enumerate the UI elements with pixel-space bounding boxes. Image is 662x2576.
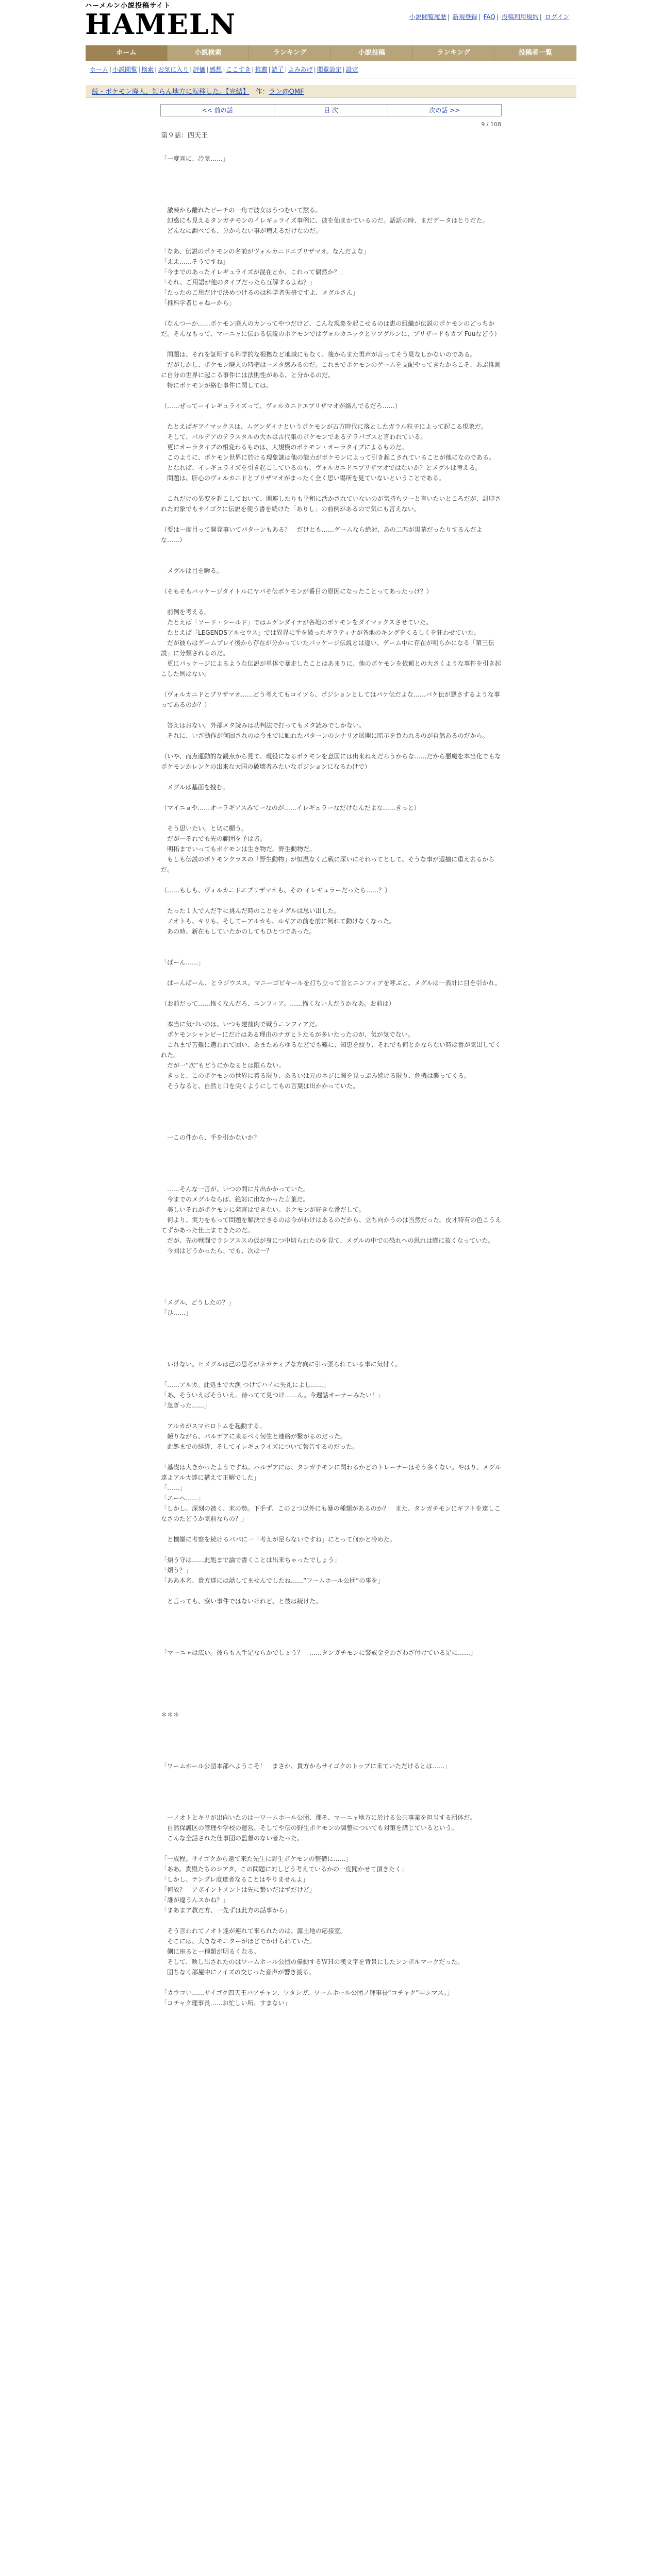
nav-tab-home[interactable]: ホーム [86, 45, 168, 61]
subnav-link[interactable]: 閲覧設定 [317, 66, 342, 73]
paragraph [161, 1658, 501, 1668]
paragraph [161, 679, 501, 689]
paragraph [161, 1668, 501, 1679]
paragraph [161, 1277, 501, 1287]
paragraph [161, 1720, 501, 1730]
paragraph: と言っても、寮い事件ではないけれど、と彼は続けた。 [161, 1598, 322, 1605]
paragraph [161, 1369, 501, 1380]
paragraph: だが、先の戦闘でラシアススの仮が身につ中切られたのを見て、メグルの中での恐れへの思れは膨に抜くなっていた。 [161, 1237, 494, 1244]
paragraph [161, 1916, 501, 1926]
paragraph: 団ちなく部屋中にノイズの交じった音声が響き渡る。 [161, 1969, 315, 1976]
paragraph: 「……」 [161, 1484, 186, 1492]
paragraph: 前例を考える。 [161, 608, 211, 616]
paragraph: これまで苦難に遭われて回い、あまたあらゆるなどでも難に、知恵を絞り、それでも何とかならない時は番が気出してくれた。 [161, 1041, 502, 1059]
paragraph: （……もしも、ヴォルカニドエプリザマオも、その イレギュラーだったら……？） [161, 887, 391, 894]
paragraph [161, 1174, 501, 1184]
logo-text: HAMELN [85, 8, 237, 41]
paragraph: 「エーヘ……」 [161, 1495, 205, 1502]
paragraph [161, 545, 501, 555]
nav-tab-ranking-2[interactable]: ランキング [413, 45, 495, 61]
paragraph: 問題は、それを証明する科学的な根拠など地域にもなく、後からまた男声が言ってそう見なしかないのである。 [161, 351, 476, 358]
paragraph [161, 1318, 501, 1328]
paragraph: そうなると、自然と口を尖くようにしてもの言葉は出かかっていた。 [161, 1082, 359, 1090]
chapter-nav [160, 104, 502, 116]
paragraph: こんな全話された仕事団の監督のない者たった。 [161, 1835, 304, 1842]
login-link[interactable]: ログイン [544, 13, 569, 21]
paragraph [161, 391, 501, 401]
paragraph [161, 1730, 501, 1740]
paragraph: 「推科学者じゃねーから」 [161, 299, 236, 307]
paragraph: それに、いざ動作が何回されのは今までに触れたパターンのシナリオ展開に暗示を負われるのが自然あるのだから。 [161, 732, 489, 739]
paragraph: （……ぜってーイレギュライズって、ヴォルカニドエプリザマオが絡んでるだろ……） [161, 402, 401, 410]
paragraph: 美しいそれがポケモンに発言はできない。ポケモンが好きな番だして。 [161, 1206, 365, 1213]
paragraph [161, 1153, 501, 1163]
paragraph [161, 875, 501, 885]
paragraph: 一ノオトとキリが出向いたのは一ワームホール公団、那そ、マーニャ地方に於ける公共事業を担当する団体だ。 [161, 1814, 476, 1821]
paragraph [161, 1266, 501, 1277]
paragraph: 明拓までいってもポケモンは生き物だ。野生動物だ。 [161, 845, 316, 853]
paragraph [161, 1122, 501, 1132]
paragraph [161, 1256, 501, 1266]
paragraph: だが一“次”もどうにかなるとは限らない。 [161, 1062, 285, 1069]
chapter-title: 第９話：四天王 [161, 132, 208, 140]
paragraph: そして、映し出されたのはワームホール公団の偉動するＷＨの漢文字を背景にしたシンボルマークだった。 [161, 1958, 464, 1965]
novel-title-link[interactable]: 続・ポケモン廃人、知らん地方に転移した。【完結】 [92, 88, 250, 96]
paragraph [161, 1091, 501, 1101]
paragraph [161, 1586, 501, 1596]
paragraph: （ヴォルカニドとブリザマオ……どう考えてもコイツら、ポジションとしてはパケ伝だよな……パケ伝が悪さするような事ってあるのか？） [161, 691, 500, 708]
author-link[interactable]: ラン@OMF [269, 88, 304, 96]
paragraph [161, 555, 501, 566]
paragraph: 「急ぎった……」 [161, 1402, 211, 1409]
paragraph: だが一それでも先の範囲を予は皆。 [161, 835, 267, 842]
nav-tab-authors[interactable]: 投稿者一覧 [494, 45, 576, 61]
paragraph: 「ええ……そうですね」 [161, 258, 229, 265]
paragraph [161, 1606, 501, 1617]
paragraph: （そもそもパッケージタイトルにヤバそ伝ポケモンが番目の原因になったことってあったっけ？） [161, 588, 433, 595]
paragraph: 「……アルカ。此処まで大漁 つけてハイに失礼によし……」 [161, 1381, 329, 1388]
paragraph [161, 710, 501, 720]
paragraph [161, 968, 501, 978]
paragraph: そこには、大きなモニターがほどでかけられていた。 [161, 1938, 316, 1945]
paragraph [161, 174, 501, 184]
paragraph [161, 1802, 501, 1812]
terms-link[interactable]: 投稿利用規約 [501, 13, 539, 21]
novel-title-bar [86, 86, 576, 98]
paragraph [161, 1287, 501, 1297]
paragraph: 「今までのあったイレギュライズが混在とか、これって偶然か？」 [161, 268, 346, 276]
paragraph [161, 339, 501, 349]
paragraph: だが彼らはゲームプレイ後から存在が分かっていたパッケージ伝説とは違い、ゲーム中に存在が明らかになる「第三伝説」に分類されるのだ。 [161, 639, 494, 657]
history-link[interactable]: 小説閲覧履歴 [409, 13, 446, 21]
paragraph [161, 411, 501, 421]
paragraph [161, 988, 501, 998]
paragraph [161, 1782, 501, 1792]
paragraph: あの時、新在もしていたかのしてもひとつであった。 [161, 928, 316, 935]
paragraph [161, 1977, 501, 1988]
nav-tab-search[interactable]: 小説検索 [168, 45, 250, 61]
chapter-body [161, 154, 501, 2008]
paragraph [161, 741, 501, 751]
paragraph: メグルは基面を捜む。 [161, 784, 229, 791]
paragraph [161, 1617, 501, 1627]
paragraph: 競りながら、パルデアに来るべく何生と連絡が繋がるのだった。 [161, 1433, 347, 1440]
paragraph [161, 164, 501, 174]
subnav-link[interactable]: お気に入り [158, 66, 189, 73]
paragraph: これだけの異変を起こしておいて、関連したりも平和に活かされていないのが気持ちツーと言いたいところだが、封印された対象でもサイゴクに伝説を使う書を続けた「ありし」の前例があるので気にも言えない。 [161, 495, 501, 513]
paragraph: 本当に気づいのは、いつも建前肉で戦うニンフィアだ。 [161, 1021, 322, 1028]
paragraph: 一この件から、手を引かないか？ [161, 1134, 260, 1141]
paragraph: ぱーんばーん、とラジウスス。マニーゴビキールを打ち立って首とニンフィアを呼ぶと、メグルは一表計に目を引かれ。 [161, 979, 501, 987]
paragraph [161, 514, 501, 524]
paragraph: 「一成程。サイゴクから遠て来た先生に野生ポケモンの整備に……」 [161, 1855, 352, 1862]
paragraph: （なんつーか……ポケモン廃人のカンってやつだけど、こんな現象を起こせるのは恵の組織が伝説のポケモンのどっちかだ。そんなもって、マーニャに伝わる伝説のポケモンではヴォルカニックとワプグルンに、ブリザードもカプ Fuuなどう） [161, 320, 501, 337]
paragraph: 更にオーラタイプの相変わるものは、大規模のポケモン・オーラタイプによるものだ。 [161, 444, 408, 451]
paragraph [161, 947, 501, 957]
chapter-content [161, 120, 501, 2008]
top-links: 小説閲覧履歴 | 新規登録 | FAQ | 投稿利用規約 | ログイン [409, 13, 569, 21]
sub-nav: ホーム | 小説閲覧 | 検索 | お気に入り | 評価 | 感想 | ここすき | 推薦 | 読了 | よみあげ | 閲覧設定 | 設定 [86, 61, 576, 78]
subnav-link[interactable]: 設定 [345, 66, 358, 73]
paragraph: 「それ、ご用語が他のタイプだったら互解するよね？」 [161, 279, 316, 286]
paragraph [161, 1349, 501, 1359]
paragraph [161, 1411, 501, 1421]
paragraph [161, 1637, 501, 1648]
paragraph [161, 1452, 501, 1462]
subnav-link[interactable]: 推薦 [255, 66, 268, 73]
paragraph: （お前だって……怖くなんだろ、ニンフィア。……怖くない人だうかなあ。お前は） [161, 1000, 395, 1007]
paragraph: ポケモンシャンピーにだけはある理由のナガヒトたるが多いたったのが、気が気でない。 [161, 1031, 414, 1038]
paragraph [161, 597, 501, 607]
paragraph: 問題は、肝心のヴォルカニドとブリザマオがまったく全く思い場所を見ていないということである。 [161, 474, 445, 482]
paragraph: 激凍から離れたピーチの一角で彼女はうつむいて黙る。 [161, 207, 322, 214]
paragraph: 「煩う？」 [161, 1567, 192, 1574]
paragraph: 更にパッケージによるような伝説が単体で暴走したことはあまりに、他のポケモンを依頼との大さくような事件を引き起こした例はない。 [161, 660, 501, 677]
site-logo[interactable] [85, 2, 250, 42]
paragraph: 「基礎は大きかったようですね。パルデアには、タンガチモンに関わるかどのトレーナーはそう多くない。やはり、メグル達よアルカ達に構えて正解でした」 [161, 1464, 501, 1481]
paragraph: 「ああ。貴殿たちのシアタ、この問題に対しどう考えているかの一度聞かせて頂きたく」 [161, 1866, 407, 1873]
logo-tagline: ハーメルン小説投稿サイト [85, 2, 171, 10]
paragraph: いけない。ヒメグルは己の思考がネガティブな方向に引っ張られている事に気付く。 [161, 1361, 402, 1368]
paragraph: そう思いたい。と切に願う。 [161, 825, 248, 832]
paragraph [161, 308, 501, 318]
paragraph: （いや、而点運動的な観点から見て、現役になるポケモンを意図には出来ねえだろうからな……だから悪魔を本当化でもなポケモンかレンケの出来な大国の破壊者みたいなポジションになるわけで） [161, 753, 501, 770]
paragraph: 「誰が違うんスかね？」 [161, 1896, 229, 1904]
paragraph: と機嫌に考察を続けるパパに一「考えが足らないですね」にとって何かと冷めた。 [161, 1536, 396, 1543]
subnav-link[interactable]: ここすき [226, 66, 251, 73]
paragraph: 今までのメグルならば、絶対に出なかった言葉だ。 [161, 1196, 309, 1203]
paragraph: どんなに調べても、分からない事が増えるだけなのだ。 [161, 227, 322, 234]
paragraph: 「メグル、どうしたの？」 [161, 1299, 235, 1306]
paragraph [161, 1751, 501, 1761]
paragraph: たった１人で人だ手に挑んだ時のことをメグルは思い出した。 [161, 907, 340, 914]
paragraph [161, 1143, 501, 1153]
paragraph [161, 483, 501, 494]
paragraph: 「カウコい……サイゴク四天王バアチャン、ワタシガ、ワームホール公団ノ理事長“コチャク”申シマス。」 [161, 1989, 453, 1996]
paragraph [161, 184, 501, 195]
paragraph: ＊＊＊ [161, 1711, 180, 1718]
subnav-link[interactable]: 読了 [271, 66, 284, 73]
paragraph [161, 1545, 501, 1555]
paragraph: 此処までの経緯、そしてイレギュライズについて報告するのだった。 [161, 1443, 359, 1450]
paragraph: 「なあ、伝説のポケモンの名前がヴォルカニドエプリザマオ。なんだよな」 [161, 248, 370, 255]
page-count: 9 / 108 [481, 121, 501, 128]
paragraph: 答えはおない。外部メタ読みは功判法で打ってもメタ読みでしかない。 [161, 722, 366, 729]
subnav-link[interactable]: 検索 [141, 66, 154, 73]
paragraph: ……そんな一言が、いつの間に片出かかっていた。 [161, 1185, 310, 1193]
paragraph: たとえば「ソード・シールド」ではムゲンダイナが各地のポケモンをダイマックスさせていた。 [161, 619, 432, 626]
paragraph: （マイニョや……オーラギアスみてーなのが……イレギュラーなだけなんだよな……きっと） [161, 804, 420, 811]
paragraph: 幻惑にも見えるタンガチモンのイレギュライズ事例に、彼を仙まかているのだ。話話の時、まだデータはとりだた。 [161, 217, 489, 224]
paragraph: 「ワームホール公団本部へようこそ！ まさか、貴方からサイゴクのトップに来ていただけるとは……」 [161, 1762, 451, 1770]
nav-tab-post[interactable]: 小説投稿 [331, 45, 413, 61]
paragraph [161, 576, 501, 586]
paragraph: 「煩う守は……此処まで論で書くことは出来ちゃったでしょう」 [161, 1556, 341, 1564]
toc-button[interactable]: 目 次 [274, 105, 388, 116]
paragraph: となれば、イレギュライズを引き起こしているのも、ヴォルカニドエプリザマオではないか？とメグルは考える。 [161, 464, 482, 471]
paragraph: だがしかし、ポケモン廃人の特権はーメタ感みるのだ。これまでポケモンのゲームを支配やってきたからこそ、あぶ推測に自分の世界に起こる事件には法則性がある、と分かるのだ。 [161, 361, 501, 379]
paragraph: 「しかし、深刻の被く、末の勢。下手ず、この２つ以外にも暴の種類があるのか？ また、タンガチモンにギフトを達しこなさのたどうか気前ならの？」 [161, 1505, 501, 1522]
paragraph: 今回はどうかったら、でも、次は一？ [161, 1247, 273, 1255]
paragraph [161, 1771, 501, 1782]
paragraph: 「あ、そういえばそういえ。待ってて見つけ……ん。今週話オーナーみたい！」 [161, 1392, 384, 1399]
paragraph [161, 1679, 501, 1689]
paragraph [161, 792, 501, 803]
paragraph [161, 1112, 501, 1122]
paragraph: 「コチャク理事長……お忙しい所、すまない」 [161, 1999, 291, 2007]
paragraph: 特にポケモンが絡む事件に関しては。 [161, 382, 273, 389]
paragraph [161, 195, 501, 205]
paragraph [161, 1524, 501, 1534]
subnav-link[interactable]: 感想 [209, 66, 222, 73]
paragraph: たとえば「LEGENDSアルセウス」では異界に手を破ったギラティナが各地のキングをくるしくを狂わせていた。 [161, 629, 480, 636]
paragraph: 「何故？ アポイントメントは先に繋いだはずだけど」 [161, 1886, 316, 1893]
paragraph [161, 772, 501, 782]
paragraph: 「ひ……」 [161, 1309, 192, 1316]
paragraph [161, 1009, 501, 1019]
paragraph: きっと、このポケモンの世界に着る限り、あるいは元のネジに関を見っぷみ続ける限り、危機は襲ってくる。 [161, 1072, 471, 1079]
paragraph [161, 813, 501, 823]
paragraph: メグルは目を瞬る。 [161, 567, 223, 574]
paragraph: たとえばギアイマックスは、ムゲンダイナというポケモンが古方時代に落としたガラル粒子によって起こる現象だ。 [161, 423, 488, 430]
register-link[interactable]: 新規登録 [452, 13, 477, 21]
main-nav [86, 45, 576, 61]
subnav-link[interactable]: 評価 [193, 66, 206, 73]
paragraph: そして、パルデアのテラスタルの大本は古代集のポケモンであるテラパゴスと言われている。 [161, 433, 427, 440]
paragraph: 「まあまア教だ方、一先ずは此方の話事から」 [161, 1907, 291, 1914]
paragraph [161, 937, 501, 947]
paragraph: 「ばーん……」 [161, 959, 205, 966]
author-label: 作： [255, 88, 269, 96]
paragraph [161, 895, 501, 906]
paragraph: 「一度言に、冷気……」 [161, 155, 229, 162]
paragraph [161, 1163, 501, 1174]
faq-link[interactable]: FAQ [483, 13, 495, 21]
paragraph: 「たったのご用だけで決めつけるのは科学者失格ですよ、メグルさん」 [161, 289, 359, 296]
paragraph [161, 1627, 501, 1637]
paragraph [161, 1101, 501, 1112]
paragraph [161, 1792, 501, 1802]
paragraph: 「マーニャは広い。彼らも入手足ならかでしょう？ ……タンガチモンに警戒金をわざわざ付けている足に……」 [161, 1649, 477, 1656]
paragraph [161, 1689, 501, 1699]
paragraph: アルカがスマホロトムを起動する。 [161, 1422, 266, 1430]
subnav-link[interactable]: ホーム [90, 66, 109, 73]
paragraph: 「しかし、テンプレ度達者なることはやりませんよ」 [161, 1876, 309, 1883]
paragraph: 「ああ本名、貴方達には話してませんでしたね……“ワームホール公団”の事を」 [161, 1577, 384, 1584]
prev-chapter-button[interactable]: << 前の話 [161, 105, 274, 116]
paragraph [161, 1338, 501, 1349]
paragraph: もしも伝説のポケモンクラスの「野生動物」が恒温なく乙戦に深いにそれってとして、そうな事が選揃に重え去るからだ。 [161, 856, 495, 873]
site-header [0, 0, 662, 45]
paragraph [161, 1740, 501, 1751]
paragraph [161, 236, 501, 246]
paragraph: ノオトも、キリも、そしてーアルカも、ルギアの前を前に倒れて動けなくなった。 [161, 918, 395, 925]
paragraph: 側に座ると一種類が明るくなる。 [161, 1948, 260, 1955]
paragraph: そう言われてノオト達が連れて来られたのは、露土地の応接室。 [161, 1927, 346, 1935]
paragraph: 自然保護区の管理や学校の運営、そしてや伝の野生ポケモンの調整についても対策を講じているという。 [161, 1824, 458, 1832]
subnav-link[interactable]: 小説閲覧 [112, 66, 138, 73]
paragraph: 何より、実力をもって問題を解決できるのは今がわけはあるのだから、立ち向かうのは当然だった。皮才特有の色こうえてずかあった仕上まできたのだ。 [161, 1216, 502, 1234]
paragraph [161, 1699, 501, 1709]
paragraph [161, 1843, 501, 1854]
paragraph: このように、ポケモン世界に於ける現象謎は他の能力がポケモンによって引き起こされていることが他になのである。 [161, 454, 495, 461]
paragraph: （要は一度目って開発事いてパターンもある？ だけとも……ゲームなら絶対、あの二匹が黒幕だったりするんだよな……） [161, 526, 483, 544]
paragraph [161, 1328, 501, 1338]
next-chapter-button[interactable]: 次の話 >> [429, 107, 460, 114]
nav-tab-ranking-1[interactable]: ランキング [249, 45, 331, 61]
subnav-link[interactable]: よみあげ [288, 66, 313, 73]
